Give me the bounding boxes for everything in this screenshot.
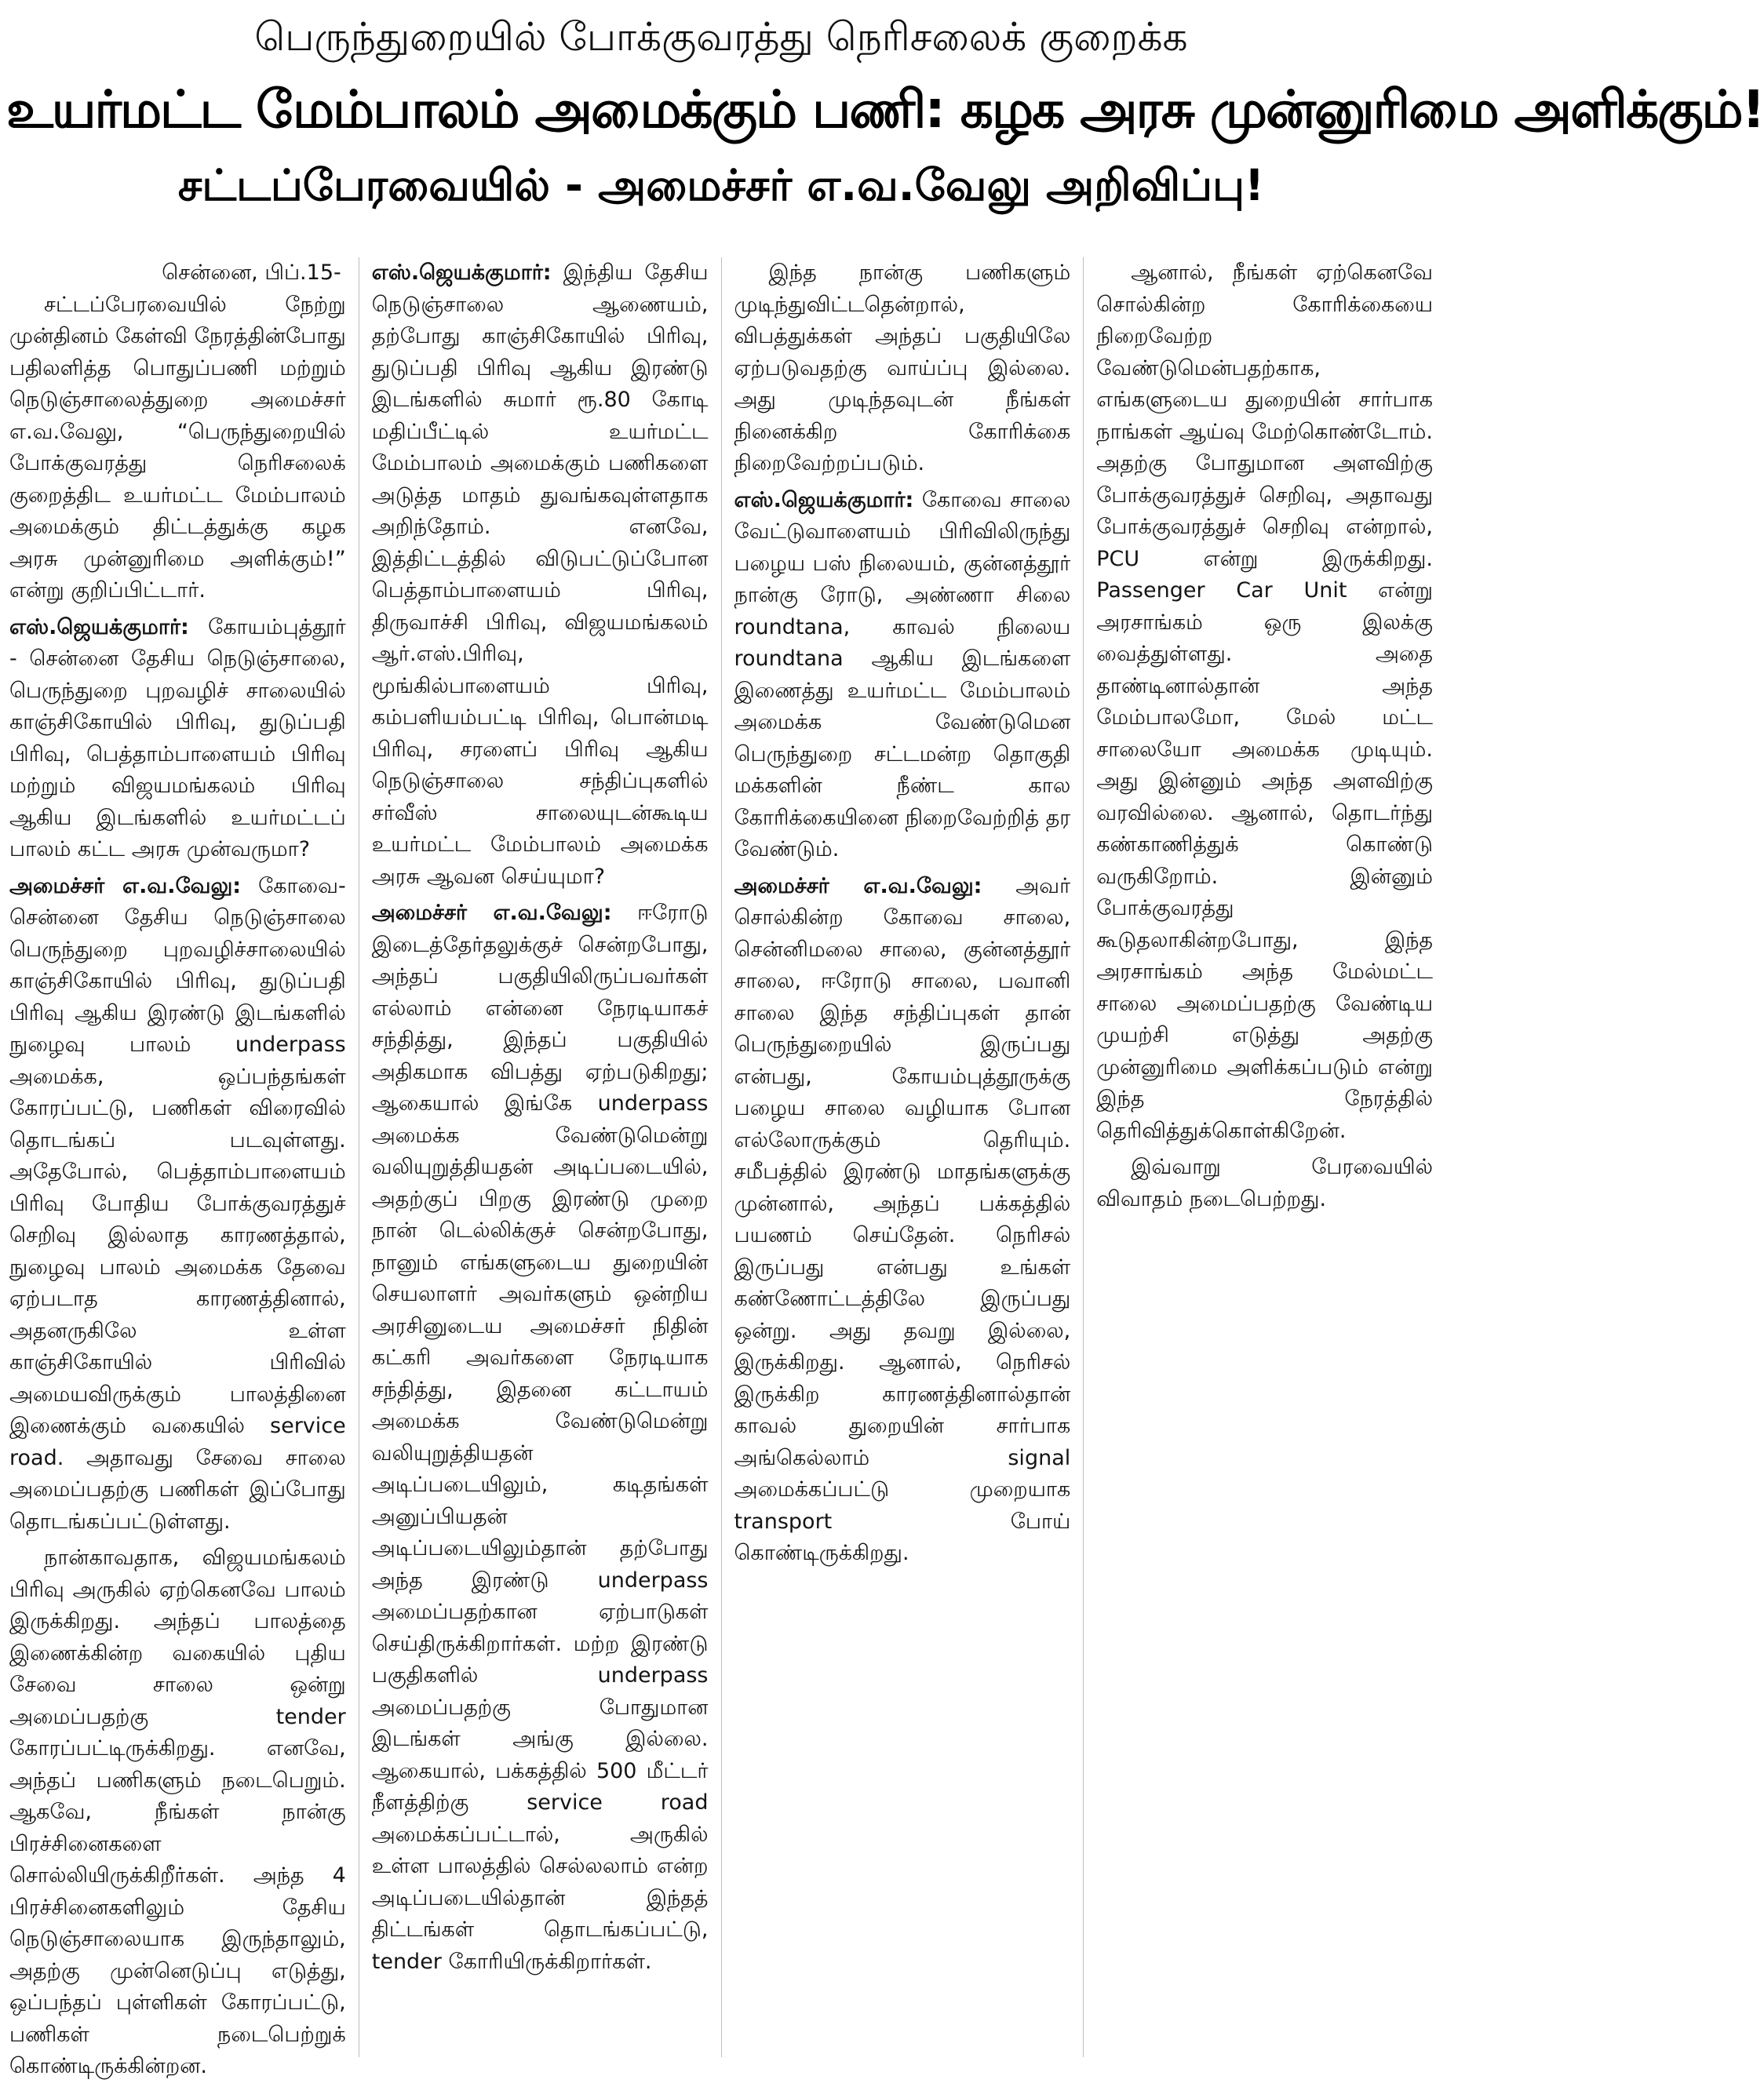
question-1 xyxy=(9,612,346,866)
column-4 xyxy=(1083,257,1436,2057)
kicker-headline: பெருந்துறையில் போக்குவரத்து நெரிசலைக் குறைக்க xyxy=(254,14,1188,60)
question-1-text: கோயம்புத்தூர் - சென்னை தேசிய நெடுஞ்சாலை, பெருந்துறை புறவழிச் சாலையில் காஞ்சிகோயில் பிரிவு, துடுப்பதி பிரிவு, பெத்தாம்பாளையம் பிரிவு மற்றும் விஜயமங்கலம் பிரிவு ஆகிய இடங்களில் உயர்மட்டப் பாலம் கட்ட அரசு முன்வருமா? xyxy=(9,614,346,861)
column-3 xyxy=(721,257,1084,2057)
article-body xyxy=(6,257,1436,2078)
answer-1-continued: நான்காவதாக, விஜயமங்கலம் பிரிவு அருகில் ஏற்கெனவே பாலம் இருக்கிறது. அந்தப் பாலத்தை இணைக்கின்ற வகையில் புதிய சேவை சாலை ஒன்று அமைப்பதற்கு tender கோரப்பட்டிருக்கிறது. எனவே, அந்தப் பணிகளும் நடைபெறும். ஆகவே, நீங்கள் நான்கு பிரச்சினைகளை சொல்லியிருக்கிறீர்கள். அந்த 4 பிரச்சினைகளிலும் தேசிய நெடுஞ்சாலையாக இருந்தாலும், அதற்கு முன்னெடுப்பு எடுத்து, ஒப்பந்தப் புள்ளிகள் கோரப்பட்டு, பணிகள் நடைபெற்றுக் கொண்டிருக்கின்றன. xyxy=(9,1546,346,2078)
question-2-text: இந்திய தேசிய நெடுஞ்சாலை ஆணையம், தற்போது காஞ்சிகோயில் பிரிவு, துடுப்பதி பிரிவு ஆகிய இரண்டு இடங்களில் சுமார் ரூ.80 கோடி மதிப்பீட்டில் உயர்மட்ட மேம்பாலம் அமைக்கும் பணிகளை அடுத்த மாதம் துவங்கவுள்ளதாக அறிந்தோம். எனவே, இத்திட்டத்தில் விடுபட்டுப்போன பெத்தாம்பாளையம் பிரிவு, திருவாச்சி பிரிவு, விஜயமங்கலம் ஆர்.எஸ்.பிரிவு, மூங்கில்பாளையம் பிரிவு, கம்பளியம்பட்டி பிரிவு, பொன்மடி பிரிவு, சரளைப் பிரிவு ஆகிய நெடுஞ்சாலை சந்திப்புகளில் சர்வீஸ் சாலையுடன்கூடிய உயர்மட்ட மேம்பாலம் அமைக்க அரசு ஆவன செய்யுமா? xyxy=(371,260,709,889)
column-1 xyxy=(6,257,359,2078)
column-2 xyxy=(359,257,721,2057)
speaker-label: எஸ்.ஜெயக்குமார்: xyxy=(371,260,552,285)
question-2 xyxy=(372,257,709,893)
answer-3 xyxy=(734,871,1071,1570)
question-3-text: கோவை சாலை வேட்டுவாளையம் பிரிவிலிருந்து பழைய பஸ் நிலையம், குன்னத்தூர் நான்கு ரோடு, அண்ணா சிலை roundtana, காவல் நிலைய roundtana ஆகிய இடங்களை இணைத்து உயர்மட்ட மேம்பாலம் அமைக்க வேண்டுமென பெருந்துறை சட்டமன்ற தொகுதி மக்களின் நீண்ட கால கோரிக்கையினை நிறைவேற்றித் தர வேண்டும். xyxy=(734,487,1071,861)
answer-3-continued: ஆனால், நீங்கள் ஏற்கெனவே சொல்கின்ற கோரிக்கையை நிறைவேற்ற வேண்டுமென்பதற்காக, எங்களுடைய துறையின் சார்பாக நாங்கள் ஆய்வு மேற்கொண்டோம். அதற்கு போதுமான அளவிற்கு போக்குவரத்துச் செறிவு, அதாவது போக்குவரத்துச் செறிவு என்றால், PCU என்று இருக்கிறது. Passenger Car Unit என்று அரசாங்கம் ஒரு இலக்கு வைத்துள்ளது. அதை தாண்டினால்தான் அந்த மேம்பாலமோ, மேல் மட்ட சாலையோ அமைக்க முடியும். அது இன்னும் அந்த அளவிற்கு வரவில்லை. ஆனால், தொடர்ந்து கண்காணித்துக் கொண்டு வருகிறோம். இன்னும் போக்குவரத்து கூடுதலாகின்றபோது, இந்த அரசாங்கம் அந்த மேல்மட்ட சாலை அமைப்பதற்கு வேண்டிய முயற்சி எடுத்து அதற்கு முன்னுரிமை அளிக்கப்படும் என்று இந்த நேரத்தில் தெரிவித்துக்கொள்கிறேன். xyxy=(1096,260,1433,1143)
answer-2 xyxy=(372,898,709,1978)
speaker-label: அமைச்சர் எ.வ.வேலு: xyxy=(9,873,242,898)
speaker-label: அமைச்சர் எ.வ.வேலு: xyxy=(734,873,982,898)
closing-line: இவ்வாறு பேரவையில் விவாதம் நடைபெற்றது. xyxy=(1096,1155,1433,1211)
answer-2-text: ஈரோடு இடைத்தேர்தலுக்குச் சென்றபோது, அந்தப் பகுதியிலிருப்பவர்கள் எல்லாம் என்னை நேரடியாகச் சந்தித்து, இந்தப் பகுதியில் அதிகமாக விபத்து ஏற்படுகிறது; ஆகையால் இங்கே underpass அமைக்க வேண்டுமென்று வலியுறுத்தியதன் அடிப்படையில், அதற்குப் பிறகு இரண்டு முறை நான் டெல்லிக்குச் சென்றபோது, நானும் எங்களுடைய துறையின் செயலாளர் அவர்களும் ஒன்றிய அரசினுடைய அமைச்சர் நிதின் கட்கரி அவர்களை நேரடியாக சந்தித்து, இதனை கட்டாயம் அமைக்க வேண்டுமென்று வலியுறுத்தியதன் அடிப்படையிலும், கடிதங்கள் அனுப்பியதன் அடிப்படையிலும்தான் தற்போது அந்த இரண்டு underpass அமைப்பதற்கான ஏற்பாடுகள் செய்திருக்கிறார்கள். மற்ற இரண்டு பகுதிகளில் underpass அமைப்பதற்கு போதுமான இடங்கள் அங்கு இல்லை. ஆகையால், பக்கத்தில் 500 மீட்டர் நீளத்திற்கு service road அமைக்கப்பட்டால், அருகில் உள்ள பாலத்தில் செல்லலாம் என்ற அடிப்படையில்தான் இந்தத் திட்டங்கள் தொடங்கப்பட்டு, tender கோரியிருக்கிறார்கள். xyxy=(371,901,709,1974)
dateline: சென்னை, பிப்.15- xyxy=(162,260,341,285)
main-headline: உயர்மட்ட மேம்பாலம் அமைக்கும் பணி: கழக அரசு முன்னுரிமை அளிக்கும்! xyxy=(6,79,1764,140)
speaker-label: எஸ்.ஜெயக்குமார்: xyxy=(9,614,189,639)
answer-2-continued: இந்த நான்கு பணிகளும் முடிந்துவிட்டதென்றால், விபத்துக்கள் அந்தப் பகுதியிலே ஏற்படுவதற்கு வாய்ப்பு இல்லை. அது முடிந்தவுடன் நீங்கள் நினைக்கிற கோரிக்கை நிறைவேற்றப்படும். xyxy=(734,260,1071,475)
intro-paragraph: சட்டப்பேரவையில் நேற்று முன்தினம் கேள்வி நேரத்தின்போது பதிலளித்த பொதுப்பணி மற்றும் நெடுஞ்சாலைத்துறை அமைச்சர் எ.வ.வேலு, “பெருந்துறையில் போக்குவரத்து நெரிசலைக் குறைத்திட உயர்மட்ட மேம்பாலம் அமைக்கும் திட்டத்துக்கு கழக அரசு முன்னுரிமை அளிக்கும்!” என்று குறிப்பிட்டார். xyxy=(9,292,346,603)
answer-1 xyxy=(9,871,346,1539)
speaker-label: எஸ்.ஜெயக்குமார்: xyxy=(734,487,914,512)
answer-1-text: கோவை-சென்னை தேசிய நெடுஞ்சாலை பெருந்துறை புறவழிச்சாலையில் காஞ்சிகோயில் பிரிவு, துடுப்பதி பிரிவு ஆகிய இரண்டு இடங்களில் நுழைவு பாலம் underpass அமைக்க, ஒப்பந்தங்கள் கோரப்பட்டு, பணிகள் விரைவில் தொடங்கப் படவுள்ளது. அதேபோல், பெத்தாம்பாளையம் பிரிவு போதிய போக்குவரத்துச் செறிவு இல்லாத காரணத்தால், நுழைவு பாலம் அமைக்க தேவை ஏற்படாத காரணத்தினால், அதனருகிலே உள்ள காஞ்சிகோயில் பிரிவில் அமையவிருக்கும் பாலத்தினை இணைக்கும் வகையில் service road. அதாவது சேவை சாலை அமைப்பதற்கு பணிகள் இப்போது தொடங்கப்பட்டுள்ளது. xyxy=(9,873,346,1534)
speaker-label: அமைச்சர் எ.வ.வேலு: xyxy=(371,901,612,925)
header xyxy=(6,0,1764,220)
question-3 xyxy=(734,485,1071,866)
answer-3-text: அவர் சொல்கின்ற கோவை சாலை, சென்னிமலை சாலை, குன்னத்தூர் சாலை, ஈரோடு சாலை, பவானி சாலை இந்த சந்திப்புகள் தான் பெருந்துறையில் இருப்பது என்பது, கோயம்புத்தூருக்கு பழைய சாலை வழியாக போன எல்லோருக்கும் தெரியும். சமீபத்தில் இரண்டு மாதங்களுக்கு முன்னால், அந்தப் பக்கத்தில் பயணம் செய்தேன். நெரிசல் இருப்பது என்பது உங்கள் கண்ணோட்டத்திலே இருப்பது ஒன்று. அது தவறு இல்லை, இருக்கிறது. ஆனால், நெரிசல் இருக்கிற காரணத்தினால்தான் காவல் துறையின் சார்பாக அங்கெல்லாம் signal அமைக்கப்பட்டு முறையாக transport போய் கொண்டிருக்கிறது. xyxy=(734,873,1071,1565)
sub-headline: சட்டப்பேரவையில் - அமைச்சர் எ.வ.வேலு அறிவிப்பு! xyxy=(177,160,1265,210)
